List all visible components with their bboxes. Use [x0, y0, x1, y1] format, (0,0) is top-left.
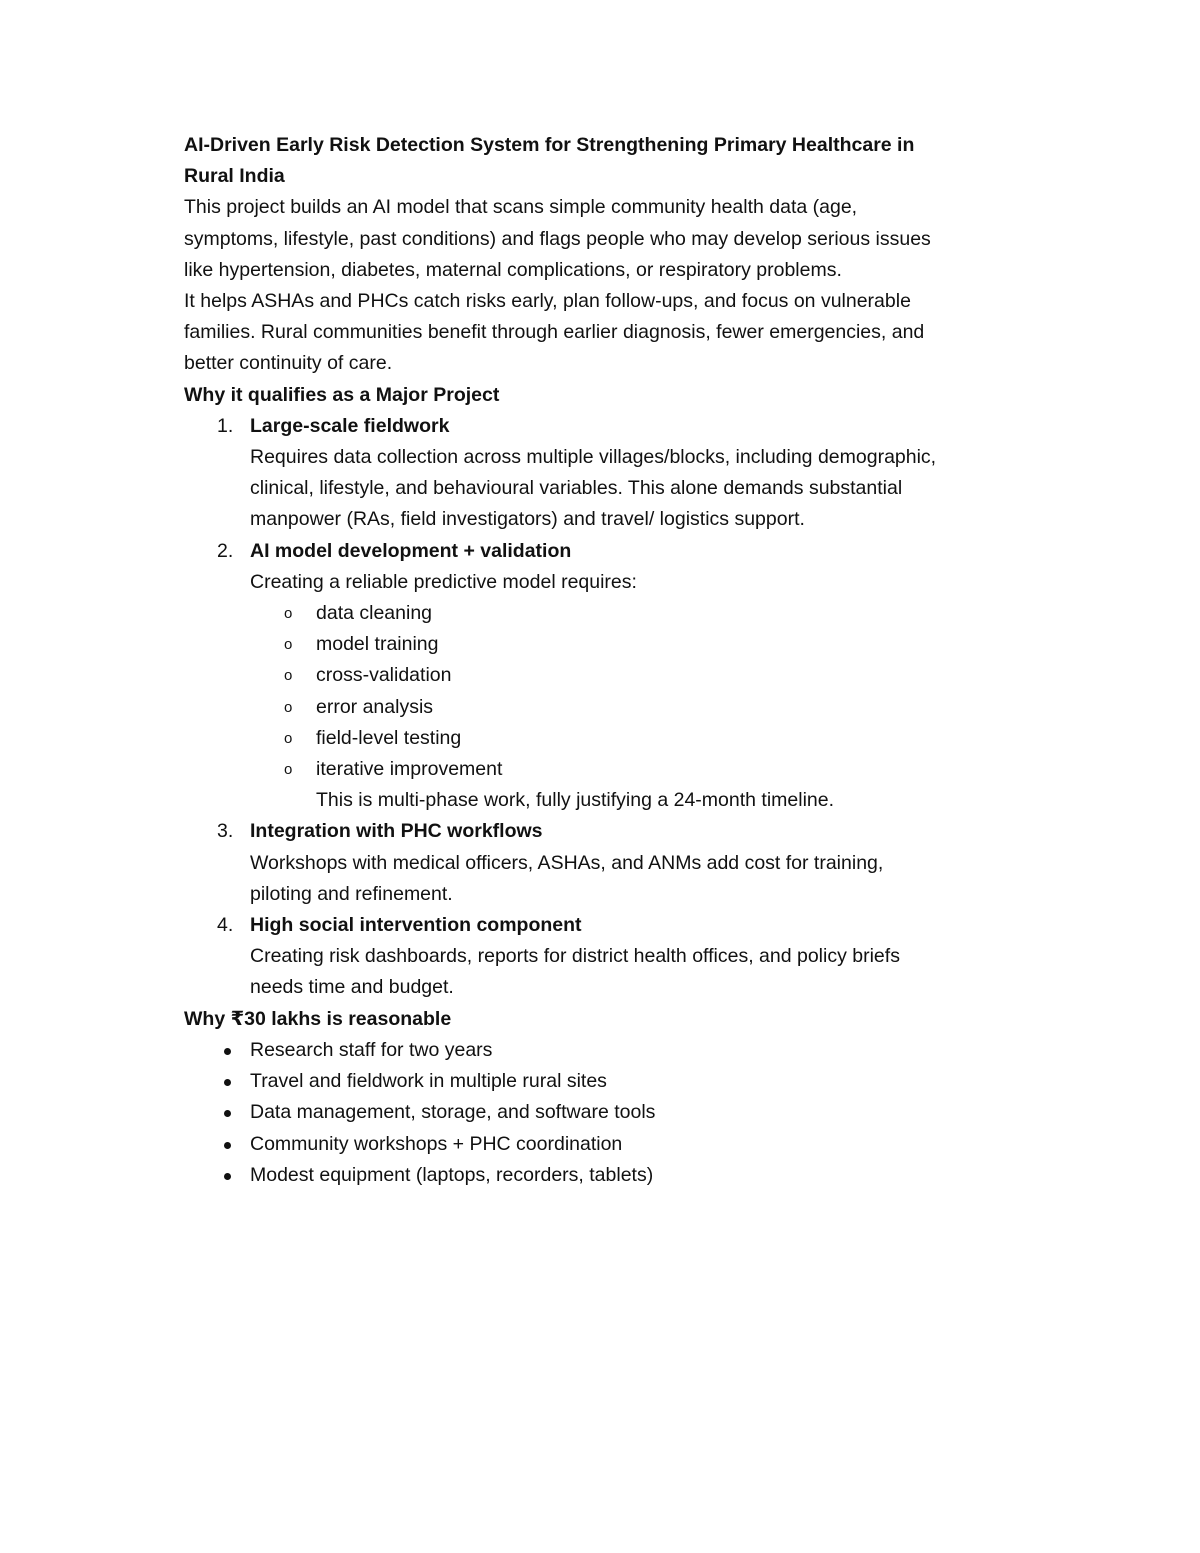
intro-line: like hypertension, diabetes, maternal complications, or respiratory problems.: [184, 258, 842, 281]
budget-list-item: [184, 1035, 1034, 1066]
numbered-item-3: [184, 816, 1034, 847]
item-number: 3.: [217, 820, 234, 843]
document-page: [184, 130, 1034, 1191]
item-text-line: piloting and refinement.: [250, 882, 453, 905]
sub-list-item: [184, 723, 1034, 754]
item-title: Large-scale fieldwork: [250, 414, 450, 437]
circle-bullet-icon: o: [284, 698, 293, 716]
bullet-dot-icon: [224, 1048, 231, 1055]
bullet-dot-icon: [224, 1173, 231, 1180]
document-title-line-2: Rural India: [184, 165, 285, 188]
budget-item-text: Community workshops + PHC coordination: [250, 1132, 623, 1155]
sub-list-text: data cleaning: [316, 602, 433, 625]
circle-bullet-icon: o: [284, 667, 293, 685]
item-text-line: Requires data collection across multiple villages/blocks, including demographic,: [250, 446, 937, 469]
budget-list-item: [184, 1129, 1034, 1160]
intro-line: families. Rural communities benefit through earlier diagnosis, fewer emergencies, and: [184, 321, 925, 344]
sub-list-text: iterative improvement: [316, 758, 503, 781]
sub-list-text: model training: [316, 633, 439, 656]
budget-item-text: Research staff for two years: [250, 1038, 493, 1061]
numbered-item-1: [184, 411, 1034, 442]
sub-list-item: [184, 629, 1034, 660]
numbered-item-4: [184, 910, 1034, 941]
item-title: High social intervention component: [250, 914, 582, 937]
budget-list-item: [184, 1160, 1034, 1191]
qualifies-heading: Why it qualifies as a Major Project: [184, 383, 500, 406]
item-text-line: Creating a reliable predictive model requires:: [250, 570, 637, 593]
budget-heading: Why ₹30 lakhs is reasonable: [184, 1007, 452, 1030]
item-text-line: manpower (RAs, field investigators) and travel/ logistics support.: [250, 508, 805, 531]
sub-list-item: [184, 598, 1034, 629]
intro-line: It helps ASHAs and PHCs catch risks early, plan follow-ups, and focus on vulnerable: [184, 290, 911, 313]
item-title: Integration with PHC workflows: [250, 820, 543, 843]
sub-list-item: [184, 660, 1034, 691]
budget-item-text: Data management, storage, and software tools: [250, 1101, 656, 1124]
item-text-line: Workshops with medical officers, ASHAs, and ANMs add cost for training,: [250, 851, 884, 874]
budget-item-text: Travel and fieldwork in multiple rural sites: [250, 1070, 607, 1093]
item-text-line: needs time and budget.: [250, 976, 454, 999]
intro-line: better continuity of care.: [184, 352, 393, 375]
item-number: 4.: [217, 914, 234, 937]
budget-item-text: Modest equipment (laptops, recorders, tablets): [250, 1163, 654, 1186]
sub-list-item: [184, 754, 1034, 785]
numbered-item-2: [184, 536, 1034, 567]
item-text-line: Creating risk dashboards, reports for district health offices, and policy briefs: [250, 945, 900, 968]
circle-bullet-icon: o: [284, 605, 293, 623]
sub-list-text: error analysis: [316, 695, 434, 718]
sub-list-text: cross-validation: [316, 664, 452, 687]
budget-list-item: [184, 1066, 1034, 1097]
intro-line: This project builds an AI model that scans simple community health data (age,: [184, 196, 858, 219]
circle-bullet-icon: o: [284, 636, 293, 654]
budget-list-item: [184, 1097, 1034, 1128]
item-title: AI model development + validation: [250, 539, 572, 562]
item-number: 1.: [217, 414, 234, 437]
item-number: 2.: [217, 539, 234, 562]
item-text-line: This is multi-phase work, fully justifying a 24-month timeline.: [316, 789, 835, 812]
sub-list-item: [184, 692, 1034, 723]
sub-list-text: field-level testing: [316, 726, 462, 749]
bullet-dot-icon: [224, 1142, 231, 1149]
bullet-dot-icon: [224, 1079, 231, 1086]
intro-line: symptoms, lifestyle, past conditions) and flags people who may develop serious issues: [184, 227, 931, 250]
item-text-line: clinical, lifestyle, and behavioural variables. This alone demands substantial: [250, 477, 903, 500]
document-title-line-1: AI-Driven Early Risk Detection System for Strengthening Primary Healthcare in: [184, 134, 915, 156]
bullet-dot-icon: [224, 1110, 231, 1117]
circle-bullet-icon: o: [284, 761, 293, 779]
circle-bullet-icon: o: [284, 729, 293, 747]
